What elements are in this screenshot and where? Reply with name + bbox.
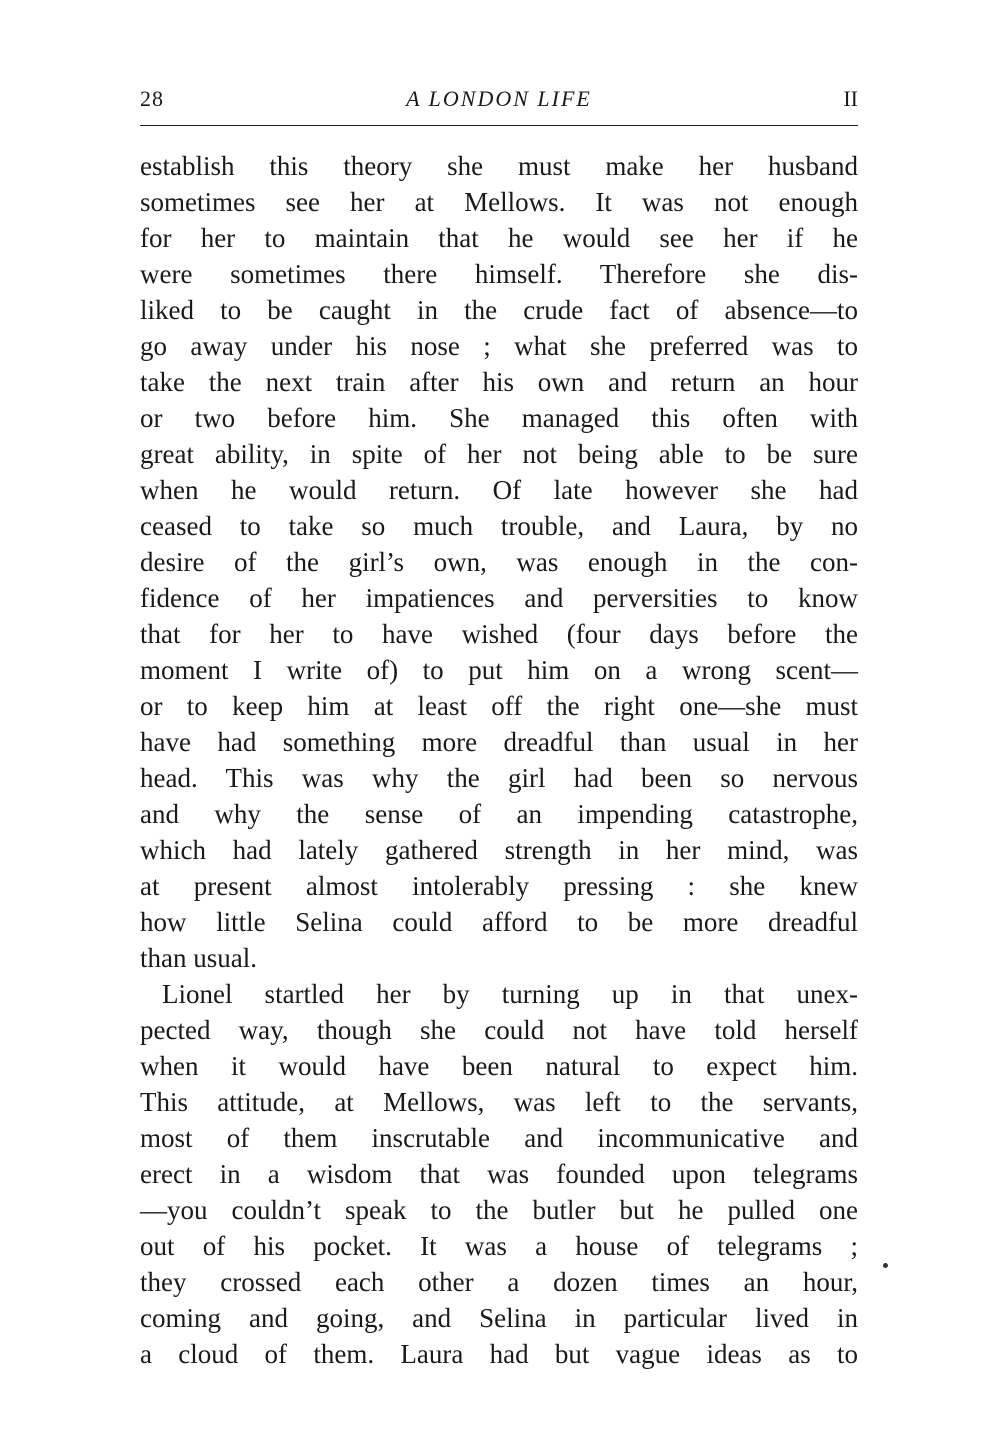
text-line: for her to maintain that he would see her if he	[140, 223, 858, 253]
text-line: desire of the girl’s own, was enough in the con-	[140, 547, 858, 577]
text-line: when he would return. Of late however she had	[140, 475, 858, 505]
text-line: which had lately gathered strength in her mind, was	[140, 835, 858, 865]
text-line: or to keep him at least off the right one—she must	[140, 691, 858, 721]
text-line: a cloud of them. Laura had but vague ideas as to	[140, 1339, 858, 1369]
chapter-numeral: II	[843, 86, 858, 111]
text-line: —you couldn’t speak to the butler but he pulled one	[140, 1195, 858, 1225]
text-line: were sometimes there himself. Therefore she dis-	[140, 259, 858, 289]
text-line: than usual.	[140, 943, 257, 973]
text-line: that for her to have wished (four days before the	[140, 619, 858, 649]
text-line: pected way, though she could not have told herself	[140, 1015, 858, 1045]
text-line: erect in a wisdom that was founded upon telegrams	[140, 1159, 858, 1189]
page-number: 28	[140, 86, 164, 111]
text-line: great ability, in spite of her not being able to be sure	[140, 439, 858, 469]
text-line: liked to be caught in the crude fact of absence—to	[140, 295, 858, 325]
paragraph-1	[140, 148, 858, 976]
text-line: moment I write of) to put him on a wrong scent—	[140, 655, 858, 685]
paragraph-2	[140, 976, 858, 1372]
text-line: or two before him. She managed this often with	[140, 403, 858, 433]
ink-speck	[883, 1263, 888, 1268]
running-title: A LONDON LIFE	[406, 86, 592, 111]
text-line: they crossed each other a dozen times an hour,	[140, 1267, 858, 1297]
text-line: how little Selina could afford to be more dreadful	[140, 907, 858, 937]
body-text	[140, 148, 858, 1372]
text-line: at present almost intolerably pressing : she knew	[140, 871, 858, 901]
text-line: This attitude, at Mellows, was left to the servants,	[140, 1087, 858, 1117]
text-line: out of his pocket. It was a house of telegrams ;	[140, 1231, 858, 1261]
text-line: Lionel startled her by turning up in that unex-	[162, 979, 858, 1009]
text-line: coming and going, and Selina in particular lived in	[140, 1303, 858, 1333]
running-head	[140, 86, 858, 116]
text-line: sometimes see her at Mellows. It was not enough	[140, 187, 858, 217]
text-line: fidence of her impatiences and perversities to know	[140, 583, 858, 613]
text-line: and why the sense of an impending catastrophe,	[140, 799, 858, 829]
text-line: most of them inscrutable and incommunicative and	[140, 1123, 858, 1153]
text-line: go away under his nose ; what she preferred was to	[140, 331, 858, 361]
header-rule	[140, 125, 858, 126]
text-line: when it would have been natural to expect him.	[140, 1051, 858, 1081]
text-line: have had something more dreadful than usual in her	[140, 727, 858, 757]
text-line: establish this theory she must make her husband	[140, 151, 858, 181]
text-line: ceased to take so much trouble, and Laura, by no	[140, 511, 858, 541]
text-line: take the next train after his own and return an hour	[140, 367, 858, 397]
text-line: head. This was why the girl had been so nervous	[140, 763, 858, 793]
